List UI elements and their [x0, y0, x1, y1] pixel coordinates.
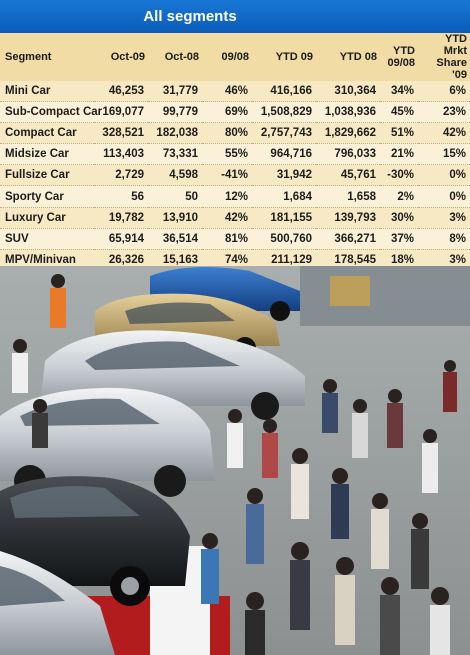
table-cell: 1,684: [252, 186, 316, 207]
table-cell: -30%: [380, 165, 418, 186]
table-row: [0, 207, 470, 228]
table-cell: 23%: [418, 102, 470, 123]
background-wall: [300, 266, 470, 326]
table-cell: 31,942: [252, 165, 316, 186]
table-cell: 46,253: [94, 81, 148, 102]
table-cell: 1,508,829: [252, 102, 316, 123]
title-bar: [0, 0, 470, 33]
table-cell: 34%: [380, 81, 418, 102]
table-cell: 139,793: [316, 207, 380, 228]
table-cell: 45%: [380, 102, 418, 123]
table-cell: 1,038,936: [316, 102, 380, 123]
table-cell: 36,514: [148, 228, 202, 249]
table-cell: 1,829,662: [316, 123, 380, 144]
table-cell: 46%: [202, 81, 252, 102]
table-cell: 56: [94, 186, 148, 207]
table-cell: 26,326: [94, 249, 148, 270]
table-cell: 74%: [202, 249, 252, 270]
segment-name: MPV/Minivan: [0, 249, 94, 270]
table-row: [0, 186, 470, 207]
table-cell: 18%: [380, 249, 418, 270]
table-cell: 2,729: [94, 165, 148, 186]
segment-name: Luxury Car: [0, 207, 94, 228]
table-cell: 4,598: [148, 165, 202, 186]
booth-sign: [330, 276, 370, 306]
table-cell: 50: [148, 186, 202, 207]
table-cell: 55%: [202, 144, 252, 165]
table-cell: 42%: [202, 207, 252, 228]
table-cell: 69%: [202, 102, 252, 123]
table-cell: 45,761: [316, 165, 380, 186]
table-cell: 113,403: [94, 144, 148, 165]
table-cell: 37%: [380, 228, 418, 249]
table-row: [0, 144, 470, 165]
segment-name: SUV: [0, 228, 94, 249]
table-cell: 13,910: [148, 207, 202, 228]
table-cell: 169,077: [94, 102, 148, 123]
table-cell: 0%: [418, 186, 470, 207]
table-cell: 42%: [418, 123, 470, 144]
segment-name: Compact Car: [0, 123, 94, 144]
table-cell: 1,658: [316, 186, 380, 207]
table-cell: 182,038: [148, 123, 202, 144]
table-cell: 181,155: [252, 207, 316, 228]
table-cell: 73,331: [148, 144, 202, 165]
table-cell: 19,782: [94, 207, 148, 228]
table-cell: 31,779: [148, 81, 202, 102]
table-cell: 8%: [418, 228, 470, 249]
table-cell: 6%: [418, 81, 470, 102]
segment-name: Sub-Compact Car: [0, 102, 94, 123]
table-cell: 2%: [380, 186, 418, 207]
table-cell: 81%: [202, 228, 252, 249]
table-row: [0, 165, 470, 186]
table-body: [0, 81, 470, 291]
table-cell: 30%: [380, 207, 418, 228]
auto-show-scene: [0, 266, 470, 655]
table-row: [0, 102, 470, 123]
table-cell: 178,545: [316, 249, 380, 270]
sales-table: [0, 33, 470, 291]
segment-name: Mini Car: [0, 81, 94, 102]
table-row: [0, 81, 470, 102]
column-header: YTD 09/08: [380, 33, 418, 81]
column-header: Oct-08: [148, 33, 202, 81]
table-row: [0, 228, 470, 249]
column-header: YTD 08: [316, 33, 380, 81]
table-cell: 15,163: [148, 249, 202, 270]
table-cell: 15%: [418, 144, 470, 165]
table-cell: 964,716: [252, 144, 316, 165]
table-cell: 366,271: [316, 228, 380, 249]
auto-show-photo: [0, 266, 470, 655]
table-cell: 328,521: [94, 123, 148, 144]
table-cell: 416,166: [252, 81, 316, 102]
column-header: YTD 09: [252, 33, 316, 81]
table-cell: 500,760: [252, 228, 316, 249]
segment-name: Fullsize Car: [0, 165, 94, 186]
table-header-row: [0, 33, 470, 81]
table-cell: 80%: [202, 123, 252, 144]
table-cell: 65,914: [94, 228, 148, 249]
segment-name: Sporty Car: [0, 186, 94, 207]
segment-name: Midsize Car: [0, 144, 94, 165]
table-cell: 211,129: [252, 249, 316, 270]
table-cell: 51%: [380, 123, 418, 144]
table-cell: 12%: [202, 186, 252, 207]
table-cell: 3%: [418, 249, 470, 270]
column-header: Oct-09: [94, 33, 148, 81]
chart-title: All segments: [143, 8, 237, 25]
sales-table-panel: [0, 33, 470, 266]
column-header: Segment: [0, 33, 94, 81]
table-cell: 3%: [418, 207, 470, 228]
table-cell: 0%: [418, 165, 470, 186]
table-row: [0, 123, 470, 144]
table-cell: 310,364: [316, 81, 380, 102]
table-cell: 2,757,743: [252, 123, 316, 144]
table-cell: 99,779: [148, 102, 202, 123]
column-header: YTD Mrkt Share '09: [418, 33, 470, 81]
table-cell: 21%: [380, 144, 418, 165]
table-cell: 796,033: [316, 144, 380, 165]
column-header: 09/08: [202, 33, 252, 81]
table-cell: -41%: [202, 165, 252, 186]
